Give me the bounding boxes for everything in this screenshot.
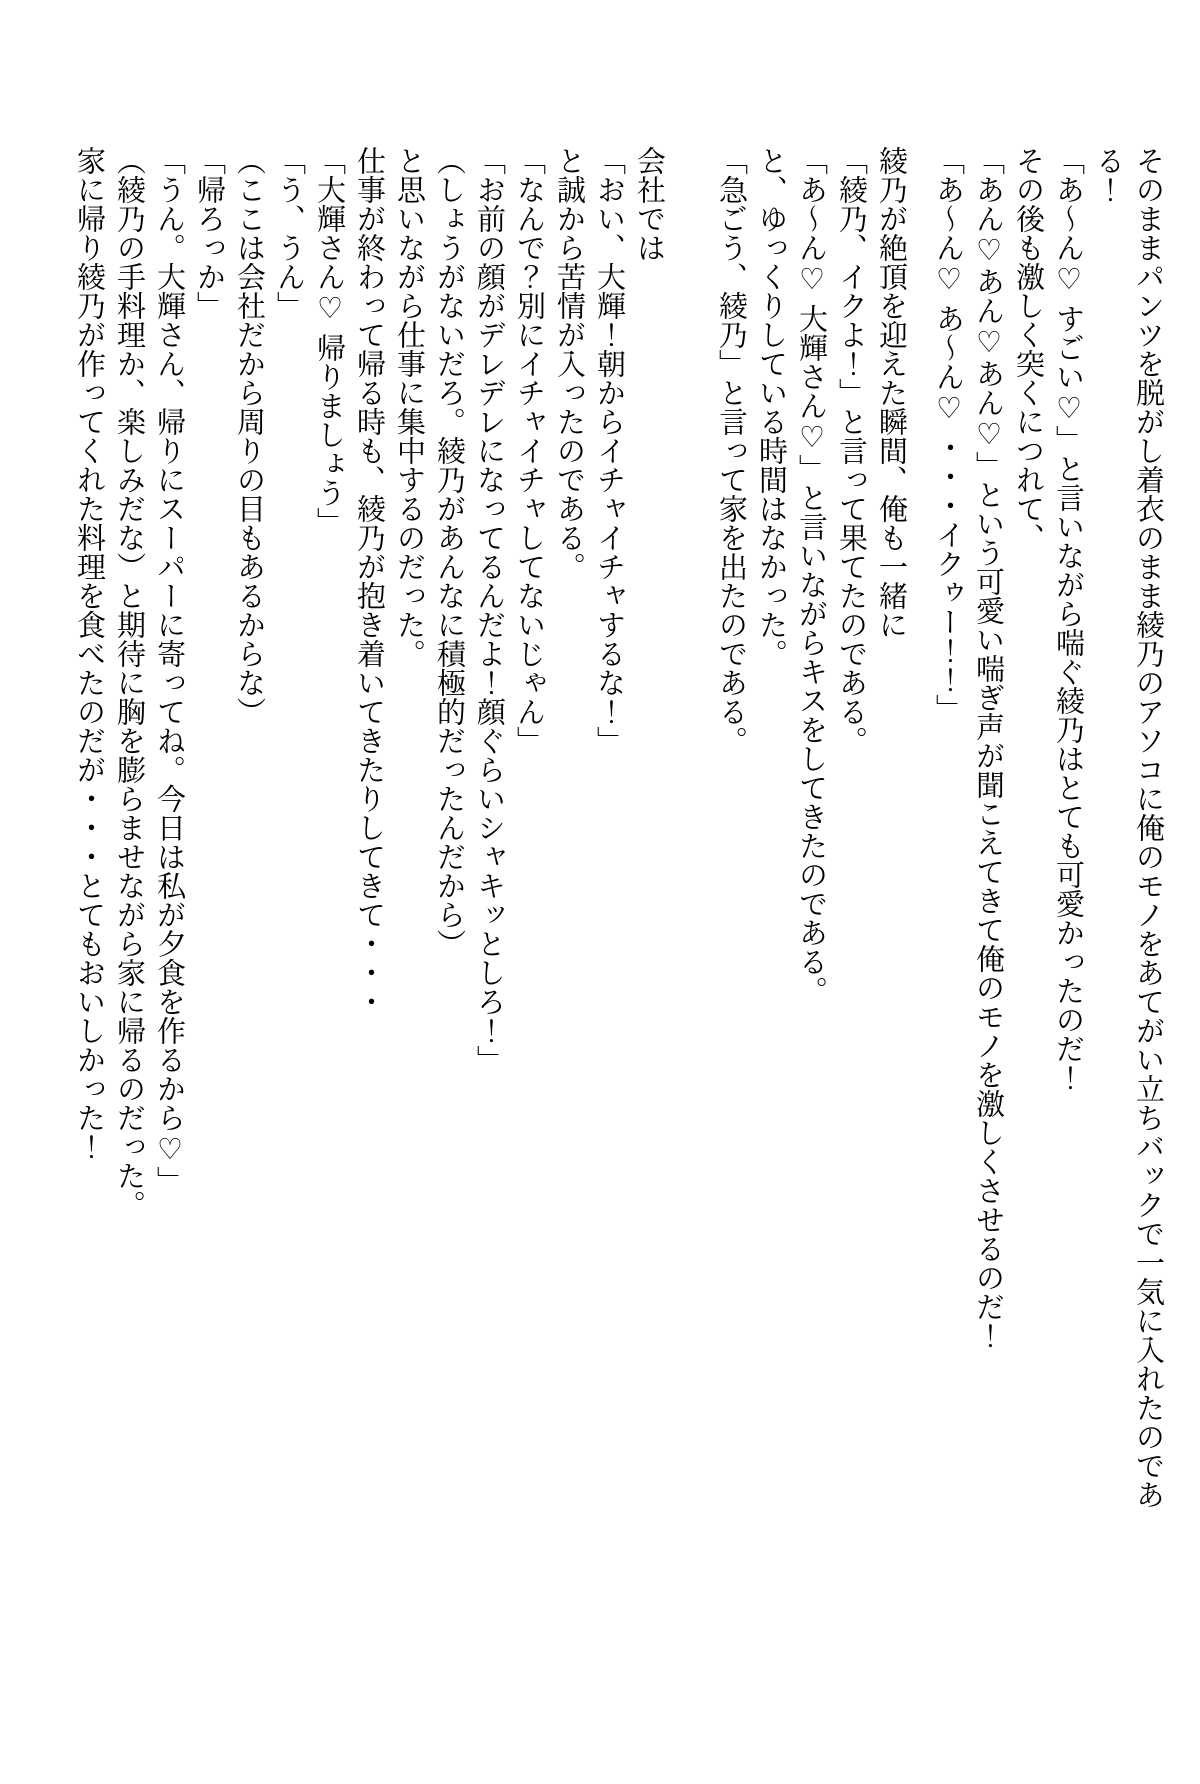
paragraph: 「なんで？別にイチャイチャしてないじゃん」 (513, 146, 545, 755)
paragraph: その後も激しく突くにつれて、 (1012, 146, 1044, 552)
novel-text-block (69, 146, 1168, 1514)
paragraph: 「綾乃、イクよ！」と言って果てたのである。 (835, 146, 867, 755)
paragraph: 「あ〜ん♡ あ〜ん♡ ・・・イクゥー！！」 (932, 146, 964, 724)
paragraph: （ここは会社だから周りの目もあるからな） (233, 146, 265, 726)
paragraph: （綾乃の手料理か、楽しみだな）と期待に胸を膨らませながら家に帰るのだった。 (113, 146, 145, 1219)
paragraph: 「おい、大輝！朝からイチャイチャするな！」 (593, 146, 625, 755)
paragraph: 「あん♡あん♡あん♡」という可愛い喘ぎ声が聞こえてきて俺のモノを激しくさせるのだ！ (972, 146, 1004, 1350)
paragraph: 「う、うん」 (273, 146, 305, 320)
paragraph: 「お前の顔がデレデレになってるんだよ！顔ぐらいシャキッとしろ！」 (473, 146, 505, 1074)
paragraph: 仕事が終わって帰る時も、綾乃が抱き着いてきたりしてきて・・・ (353, 146, 385, 1016)
paragraph: 「うん。大輝さん、帰りにスーパーに寄ってね。今日は私が夕食を作るから♡」 (153, 146, 185, 1195)
paragraph: 家に帰り綾乃が作ってくれた料理を食べたのだが・・・とてもおいしかった！ (73, 146, 105, 1161)
paragraph: 「大輝さん♡ 帰りましょう」 (313, 146, 345, 537)
paragraph: と、ゆっくりしている時間はなかった。 (755, 146, 787, 668)
scene-section-bedroom (711, 146, 1168, 1514)
paragraph: と思いながら仕事に集中するのだった。 (393, 146, 425, 668)
scene-section-office (69, 146, 669, 1514)
paragraph: （しょうがないだろ。綾乃があんなに積極的だったんだから） (433, 146, 465, 958)
paragraph: 「あ〜ん♡ すごい♡」と言いながら喘ぐ綾乃はとても可愛かったのだ！ (1052, 146, 1084, 1093)
paragraph: と誠から苦情が入ったのである。 (553, 146, 585, 581)
paragraph: 綾乃が絶頂を迎えた瞬間、俺も一緒に (875, 146, 907, 639)
paragraph: 「急ごう、綾乃」と言って家を出たのである。 (715, 146, 747, 755)
paragraph: 会社では (633, 146, 665, 262)
paragraph: 「帰ろっか」 (193, 146, 225, 320)
paragraph: 「あ〜ん♡ 大輝さん♡」と言いながらキスをしてきたのである。 (795, 146, 827, 1006)
paragraph: そのままパンツを脱がし着衣のまま綾乃のアソコに俺のモノをあてがい立ちバックで一気に入れたのである！ (1092, 146, 1164, 1509)
